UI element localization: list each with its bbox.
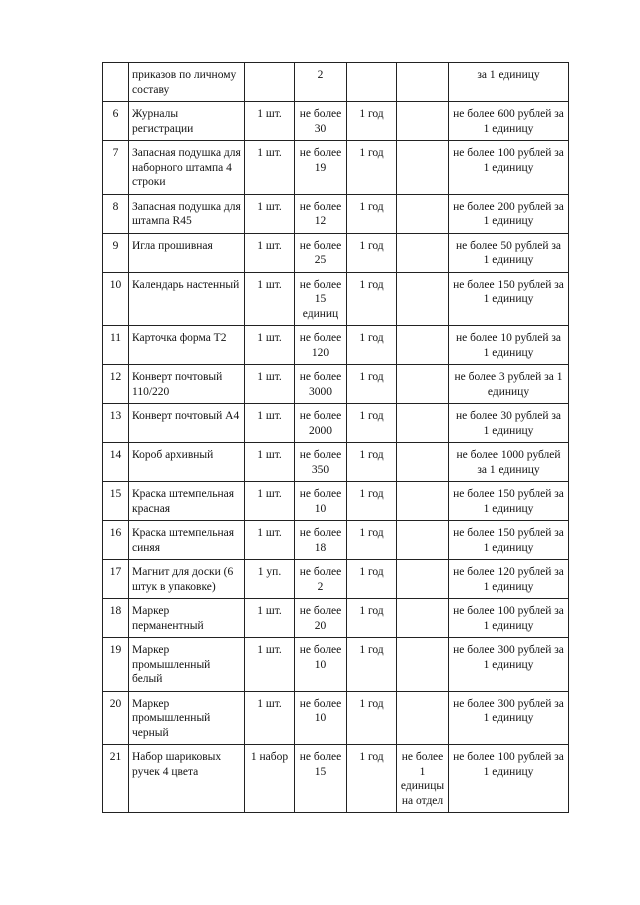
item-quantity: не более 15 xyxy=(295,745,347,813)
item-name: Конверт почтовый 110/220 xyxy=(129,365,245,404)
table-row xyxy=(103,233,569,272)
item-note xyxy=(397,521,449,560)
item-price: не более 200 рублей за 1 единицу xyxy=(449,194,569,233)
row-number: 10 xyxy=(103,272,129,326)
item-note xyxy=(397,194,449,233)
table-row xyxy=(103,482,569,521)
item-unit: 1 шт. xyxy=(245,691,295,745)
item-unit: 1 шт. xyxy=(245,599,295,638)
item-term: 1 год xyxy=(347,482,397,521)
item-price: не более 10 рублей за 1 единицу xyxy=(449,326,569,365)
supplies-table xyxy=(102,62,569,813)
row-number: 7 xyxy=(103,141,129,195)
item-note xyxy=(397,102,449,141)
row-number: 21 xyxy=(103,745,129,813)
table-row xyxy=(103,599,569,638)
item-quantity: не более 12 xyxy=(295,194,347,233)
item-note xyxy=(397,233,449,272)
table-row xyxy=(103,521,569,560)
item-unit: 1 шт. xyxy=(245,233,295,272)
item-unit: 1 шт. xyxy=(245,141,295,195)
item-term: 1 год xyxy=(347,233,397,272)
item-quantity: 2 xyxy=(295,63,347,102)
table-row xyxy=(103,141,569,195)
item-unit: 1 шт. xyxy=(245,102,295,141)
item-unit: 1 шт. xyxy=(245,365,295,404)
item-name: Карточка форма Т2 xyxy=(129,326,245,365)
item-name: Маркер промышленный белый xyxy=(129,638,245,692)
item-unit: 1 шт. xyxy=(245,326,295,365)
item-note xyxy=(397,272,449,326)
row-number: 20 xyxy=(103,691,129,745)
table-row xyxy=(103,560,569,599)
item-term xyxy=(347,63,397,102)
item-note xyxy=(397,560,449,599)
item-unit: 1 шт. xyxy=(245,404,295,443)
item-name: Игла прошивная xyxy=(129,233,245,272)
row-number: 15 xyxy=(103,482,129,521)
item-unit: 1 набор xyxy=(245,745,295,813)
item-note xyxy=(397,482,449,521)
item-name: Конверт почтовый А4 xyxy=(129,404,245,443)
row-number: 12 xyxy=(103,365,129,404)
item-quantity: не более 350 xyxy=(295,443,347,482)
item-price: не более 100 рублей за 1 единицу xyxy=(449,599,569,638)
item-price: не более 600 рублей за 1 единицу xyxy=(449,102,569,141)
row-number: 9 xyxy=(103,233,129,272)
table-row xyxy=(103,326,569,365)
item-note: не более 1 единицы на отдел xyxy=(397,745,449,813)
table-body xyxy=(103,63,569,813)
item-term: 1 год xyxy=(347,599,397,638)
item-unit: 1 уп. xyxy=(245,560,295,599)
item-term: 1 год xyxy=(347,102,397,141)
row-number: 13 xyxy=(103,404,129,443)
item-name: Краска штемпельная синяя xyxy=(129,521,245,560)
item-note xyxy=(397,599,449,638)
table-row xyxy=(103,194,569,233)
item-price: не более 150 рублей за 1 единицу xyxy=(449,521,569,560)
item-price: не более 3 рублей за 1 единицу xyxy=(449,365,569,404)
table-row xyxy=(103,365,569,404)
row-number: 14 xyxy=(103,443,129,482)
item-unit: 1 шт. xyxy=(245,482,295,521)
row-number xyxy=(103,63,129,102)
item-price: не более 1000 рублей за 1 единицу xyxy=(449,443,569,482)
item-quantity: не более 10 xyxy=(295,482,347,521)
row-number: 17 xyxy=(103,560,129,599)
table-row xyxy=(103,443,569,482)
item-price: не более 100 рублей за 1 единицу xyxy=(449,745,569,813)
item-name: приказов по личному составу xyxy=(129,63,245,102)
item-price: не более 150 рублей за 1 единицу xyxy=(449,482,569,521)
item-term: 1 год xyxy=(347,404,397,443)
item-term: 1 год xyxy=(347,272,397,326)
item-unit: 1 шт. xyxy=(245,638,295,692)
item-price: не более 150 рублей за 1 единицу xyxy=(449,272,569,326)
item-term: 1 год xyxy=(347,365,397,404)
item-note xyxy=(397,404,449,443)
table-row xyxy=(103,745,569,813)
item-quantity: не более 15 единиц xyxy=(295,272,347,326)
item-term: 1 год xyxy=(347,443,397,482)
item-quantity: не более 25 xyxy=(295,233,347,272)
item-price: не более 300 рублей за 1 единицу xyxy=(449,691,569,745)
item-note xyxy=(397,141,449,195)
item-name: Календарь настенный xyxy=(129,272,245,326)
row-number: 18 xyxy=(103,599,129,638)
row-number: 8 xyxy=(103,194,129,233)
item-unit xyxy=(245,63,295,102)
item-unit: 1 шт. xyxy=(245,272,295,326)
item-unit: 1 шт. xyxy=(245,194,295,233)
item-term: 1 год xyxy=(347,194,397,233)
item-quantity: не более 2000 xyxy=(295,404,347,443)
item-note xyxy=(397,638,449,692)
item-price: не более 120 рублей за 1 единицу xyxy=(449,560,569,599)
item-quantity: не более 19 xyxy=(295,141,347,195)
item-name: Маркер промышленный черный xyxy=(129,691,245,745)
item-term: 1 год xyxy=(347,638,397,692)
item-note xyxy=(397,365,449,404)
item-name: Короб архивный xyxy=(129,443,245,482)
item-price: не более 30 рублей за 1 единицу xyxy=(449,404,569,443)
item-quantity: не более 10 xyxy=(295,691,347,745)
table-row xyxy=(103,691,569,745)
table-row xyxy=(103,102,569,141)
item-unit: 1 шт. xyxy=(245,443,295,482)
table-row xyxy=(103,63,569,102)
item-name: Запасная подушка для наборного штампа 4 строки xyxy=(129,141,245,195)
row-number: 19 xyxy=(103,638,129,692)
item-quantity: не более 18 xyxy=(295,521,347,560)
item-name: Журналы регистрации xyxy=(129,102,245,141)
item-quantity: не более 10 xyxy=(295,638,347,692)
item-quantity: не более 30 xyxy=(295,102,347,141)
row-number: 11 xyxy=(103,326,129,365)
item-price: за 1 единицу xyxy=(449,63,569,102)
table-row xyxy=(103,638,569,692)
item-price: не более 50 рублей за 1 единицу xyxy=(449,233,569,272)
item-term: 1 год xyxy=(347,691,397,745)
item-quantity: не более 120 xyxy=(295,326,347,365)
item-price: не более 300 рублей за 1 единицу xyxy=(449,638,569,692)
table-row xyxy=(103,404,569,443)
item-note xyxy=(397,691,449,745)
item-term: 1 год xyxy=(347,745,397,813)
item-note xyxy=(397,63,449,102)
item-note xyxy=(397,443,449,482)
item-term: 1 год xyxy=(347,326,397,365)
item-name: Маркер перманентный xyxy=(129,599,245,638)
table-row xyxy=(103,272,569,326)
item-term: 1 год xyxy=(347,141,397,195)
item-name: Магнит для доски (6 штук в упаковке) xyxy=(129,560,245,599)
item-name: Краска штемпельная красная xyxy=(129,482,245,521)
item-price: не более 100 рублей за 1 единицу xyxy=(449,141,569,195)
item-quantity: не более 3000 xyxy=(295,365,347,404)
item-quantity: не более 20 xyxy=(295,599,347,638)
item-quantity: не более 2 xyxy=(295,560,347,599)
item-name: Запасная подушка для штампа R45 xyxy=(129,194,245,233)
item-term: 1 год xyxy=(347,521,397,560)
item-unit: 1 шт. xyxy=(245,521,295,560)
item-note xyxy=(397,326,449,365)
row-number: 16 xyxy=(103,521,129,560)
row-number: 6 xyxy=(103,102,129,141)
item-term: 1 год xyxy=(347,560,397,599)
item-name: Набор шариковых ручек 4 цвета xyxy=(129,745,245,813)
